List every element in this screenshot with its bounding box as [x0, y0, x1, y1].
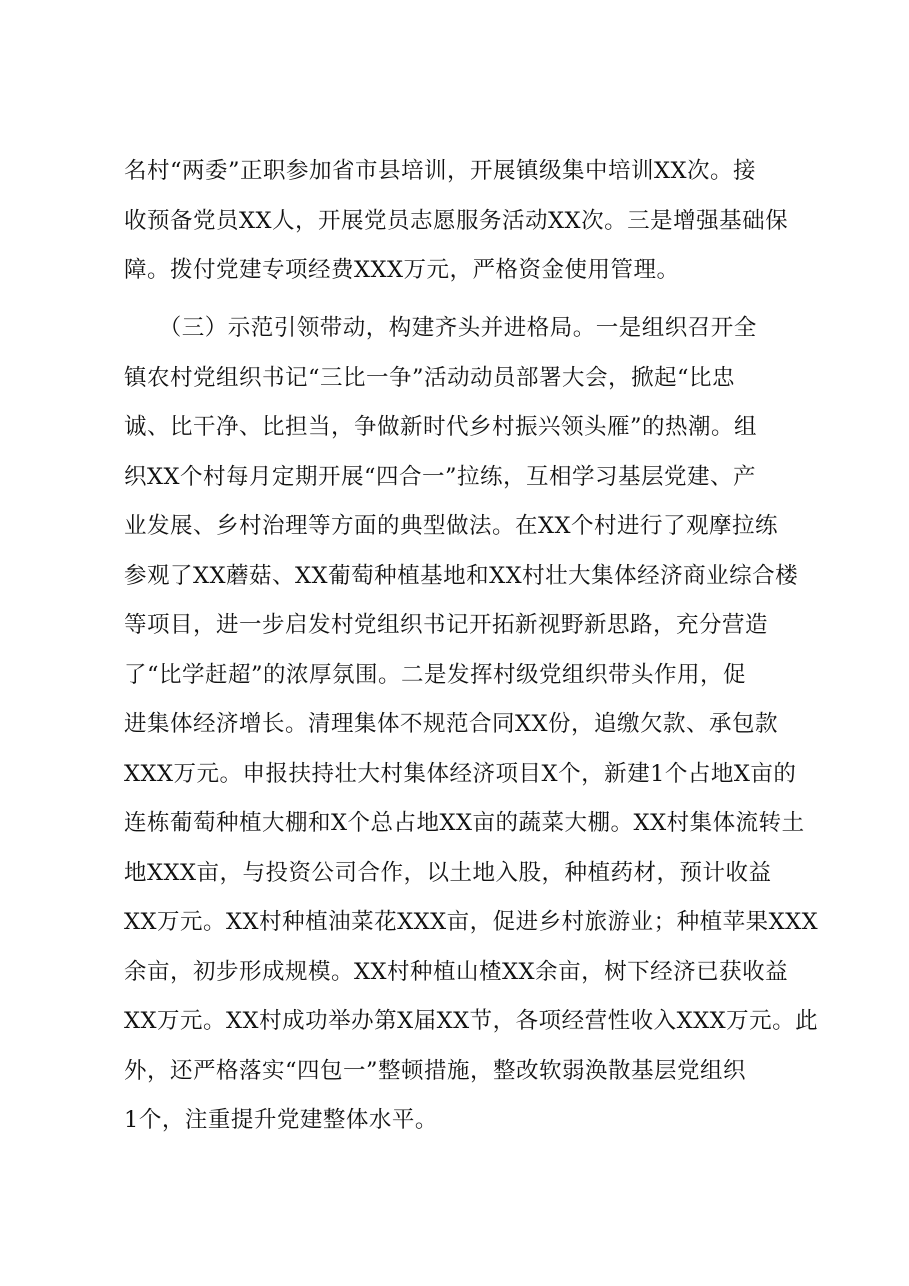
paragraph-line: 地XXX亩，与投资公司合作，以土地入股，种植药材，预计收益	[124, 859, 772, 886]
paragraph-line: 织XX个村每月定期开展“四合一”拉练，互相学习基层党建、产	[124, 463, 757, 490]
paragraph-line: 1个，注重提升党建整体水平。	[124, 1107, 438, 1133]
paragraph-line: 业发展、乡村治理等方面的典型做法。在XX个村进行了观摩拉练	[124, 513, 779, 539]
paragraph-line: 进集体经济增长。清理集体不规范合同XX份，追缴欠款、承包款	[124, 711, 779, 737]
paragraph-line: 参观了XX蘑菇、XX葡萄种植基地和XX村壮大集体经济商业综合楼	[124, 562, 799, 589]
paragraph-1	[124, 147, 824, 296]
paragraph-line: 名村“两委”正职参加省市县培训，开展镇级集中培训XX次。接	[124, 158, 757, 184]
paragraph-line: 了“比学赶超”的浓厚氛围。二是发挥村级党组织带头作用，促	[124, 661, 747, 688]
paragraph-line: 连栋葡萄种植大棚和X个总占地XX亩的蔬菜大棚。XX村集体流转土	[124, 810, 805, 836]
paragraph-line: 镇农村党组织书记“三比一争”活动动员部署大会，掀起“比忠	[124, 364, 736, 391]
paragraph-2	[124, 304, 824, 1146]
paragraph-line: 障。拨付党建专项经费XXX万元，严格资金使用管理。	[124, 257, 680, 283]
paragraph-line: 余亩，初步形成规模。XX村种植山楂XX余亩，树下经济已获收益	[124, 958, 789, 985]
paragraph-line: 诚、比干净、比担当，争做新时代乡村振兴领头雁”的热潮。组	[124, 414, 758, 440]
paragraph-line: 收预备党员XX人，开展党员志愿服务活动XX次。三是增强基础保	[124, 207, 789, 234]
paragraph-line: XX万元。XX村成功举办第X届XX节，各项经营性收入XXX万元。此	[124, 1008, 819, 1034]
paragraph-line: （三）示范引领带动，构建齐头并进格局。一是组织召开全	[124, 315, 757, 341]
paragraph-line: XX万元。XX村种植油菜花XXX亩，促进乡村旅游业；种植苹果XXX	[124, 909, 819, 935]
paragraph-line: XXX万元。申报扶持壮大村集体经济项目X个，新建1个占地X亩的	[124, 760, 797, 787]
paragraph-line: 外，还严格落实“四包一”整顿措施，整改软弱涣散基层党组织	[124, 1057, 747, 1084]
paragraph-line: 等项目，进一步启发村党组织书记开拓新视野新思路，充分营造	[124, 612, 769, 638]
